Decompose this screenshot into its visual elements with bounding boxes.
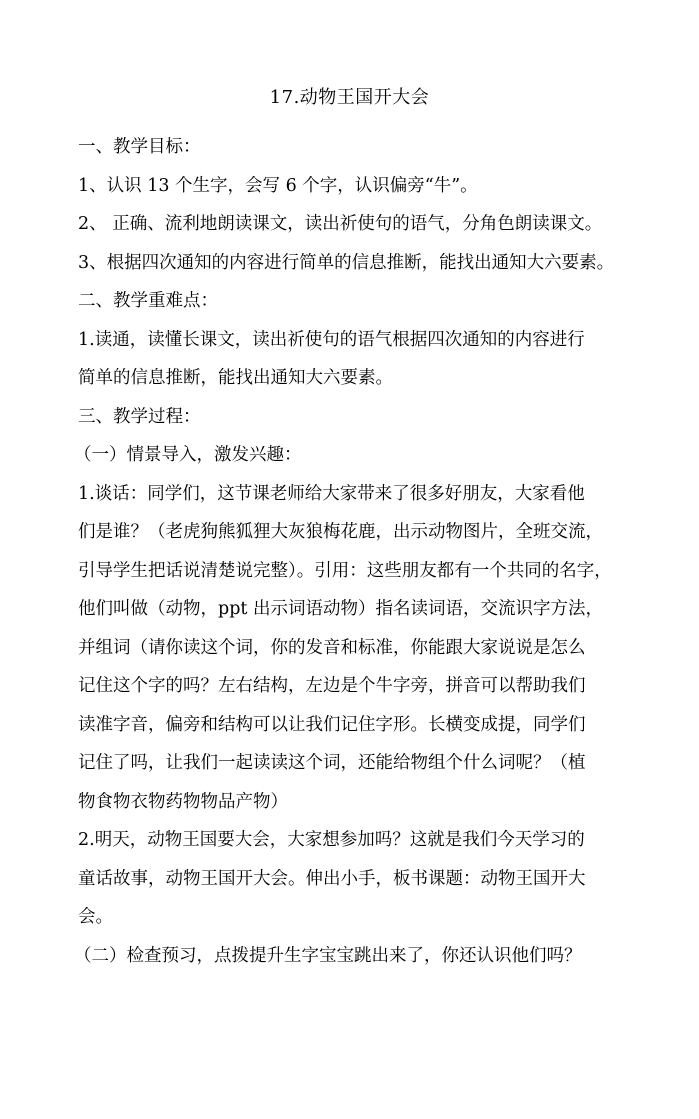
heading-teaching-process [78,398,638,437]
text-line: 2、 正确、流利地朗读课文，读出祈使句的语气，分角色朗读课文。 [78,214,603,234]
text-line: 他们叫做（动物，ppt 出示词语动物）指名读词语，交流识字方法， [78,599,603,619]
text-line: 记住了吗，让我们一起读读这个词，还能给物组个什么词呢？（植 [78,753,586,773]
text-line: 二、教学重难点： [78,291,218,311]
text-line: 物食物衣物药物物品产物） [78,791,288,812]
text-line: 2.明天，动物王国要大会，大家想参加吗？这就是我们今天学习的 [78,830,585,850]
process-item-2 [78,821,638,937]
process-item-1 [78,475,638,822]
text-line: 3、根据四次通知的内容进行简单的信息推断，能找出通知大六要素。 [78,252,615,273]
difficulty-item-1 [78,321,638,398]
text-line: （二）检查预习，点拨提升生字宝宝跳出来了，你还认识他们吗？ [74,945,582,966]
text-line: 会。 [78,907,113,927]
text-line: 引导学生把话说清楚说完整）。引用：这些朋友都有一个共同的名字， [78,560,612,581]
goal-item-3 [78,244,638,283]
text-line: 记住这个字的吗？左右结构，左边是个牛字旁，拼音可以帮助我们 [78,676,586,696]
text-line: 1.谈话：同学们，这节课老师给大家带来了很多好朋友，大家看他 [78,483,585,504]
subheading-scene-intro [74,436,638,475]
heading-teaching-goals [78,128,638,167]
text-line: 并组词（请你读这个词，你的发音和标准，你能跟大家说说是怎么 [78,637,586,658]
document-title: 17.动物王国开大会 [269,87,430,108]
text-line: 三、教学过程： [78,406,201,427]
text-line: 一、教学目标： [78,137,201,157]
text-line: 简单的信息推断，能找出通知大六要素。 [78,368,393,388]
document-body [74,128,638,975]
text-line: 1、认识 13 个生字，会写 6 个字，认识偏旁“牛”。 [78,175,478,196]
goal-item-2 [78,205,638,244]
subheading-preview-check [74,937,638,976]
text-line: （一）情景导入，激发兴趣： [74,445,302,465]
heading-key-difficulties [78,282,638,321]
text-line: 读准字音，偏旁和结构可以让我们记住字形。长横变成提，同学们 [78,714,586,735]
text-line: 们是谁？（老虎狗熊狐狸大灰狼梅花鹿，出示动物图片，全班交流， [78,522,603,542]
goal-item-1 [78,167,638,206]
text-line: 童话故事，动物王国开大会。伸出小手，板书课题：动物王国开大 [78,868,586,889]
text-line: 1.读通，读懂长课文，读出祈使句的语气根据四次通知的内容进行 [78,329,585,350]
